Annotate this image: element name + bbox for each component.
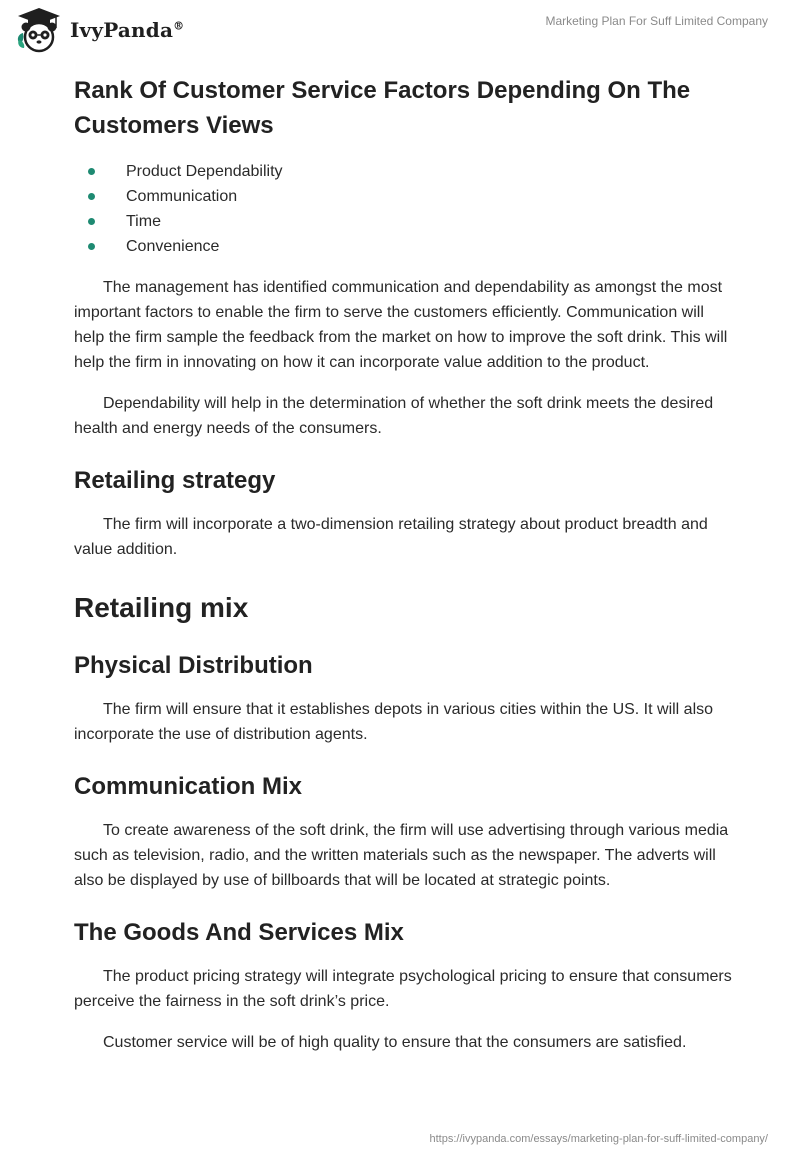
heading-communication-mix: Communication Mix [74,773,303,800]
essay-content [74,70,734,1055]
page-header [0,0,800,70]
factors-list [74,159,734,259]
heading-physical-distribution: Physical Distribution [74,652,313,679]
document-title: Marketing Plan For Suff Limited Company [545,14,768,28]
bullet-icon [88,168,95,175]
paragraph: The firm will incorporate a two-dimension retailing strategy about product breadth and value addition. [74,516,708,558]
heading-retailing-strategy: Retailing strategy [74,467,276,494]
heading-goods-services-mix: The Goods And Services Mix [74,919,404,946]
list-item: Time [74,209,734,234]
bullet-icon [88,218,95,225]
list-item: Product Dependability [74,159,734,184]
source-url-link[interactable]: https://ivypanda.com/essays/marketing-plan-for-suff-limited-company/ [429,1133,768,1145]
heading-retailing-mix: Retailing mix [74,592,249,623]
paragraph: To create awareness of the soft drink, the firm will use advertising through various media such as television, radio, and the written materials such as the newspaper. The adverts will also be displayed by use of billboards that will be located at strategic points. [74,822,729,889]
paragraph: The firm will ensure that it establishes depots in various cities within the US. It will also incorporate the use of distribution agents. [74,701,714,743]
list-item: Communication [74,184,734,209]
logo-wordmark: IvyPanda® [70,18,185,42]
paragraph: The product pricing strategy will integrate psychological pricing to ensure that consumers perceive the fairness in the soft drink’s price. [74,968,732,1010]
panda-graduate-icon [14,6,64,54]
paragraph: The management has identified communication and dependability as amongst the most important factors to enable the firm to serve the customers efficiently. Communication will help the firm sample the feedback from the market on how to improve the soft drink. This will help the firm in innovating on how it can incorporate value addition to the product. [74,279,728,371]
heading-rank-factors: Rank Of Customer Service Factors Depending On The Customers Views [74,77,691,139]
list-item: Convenience [74,234,734,259]
paragraph: Dependability will help in the determination of whether the soft drink meets the desired health and energy needs of the consumers. [74,395,714,437]
paragraph: Customer service will be of high quality to ensure that the consumers are satisfied. [103,1034,687,1051]
bullet-icon [88,243,95,250]
bullet-icon [88,193,95,200]
ivypanda-logo[interactable] [14,6,184,54]
